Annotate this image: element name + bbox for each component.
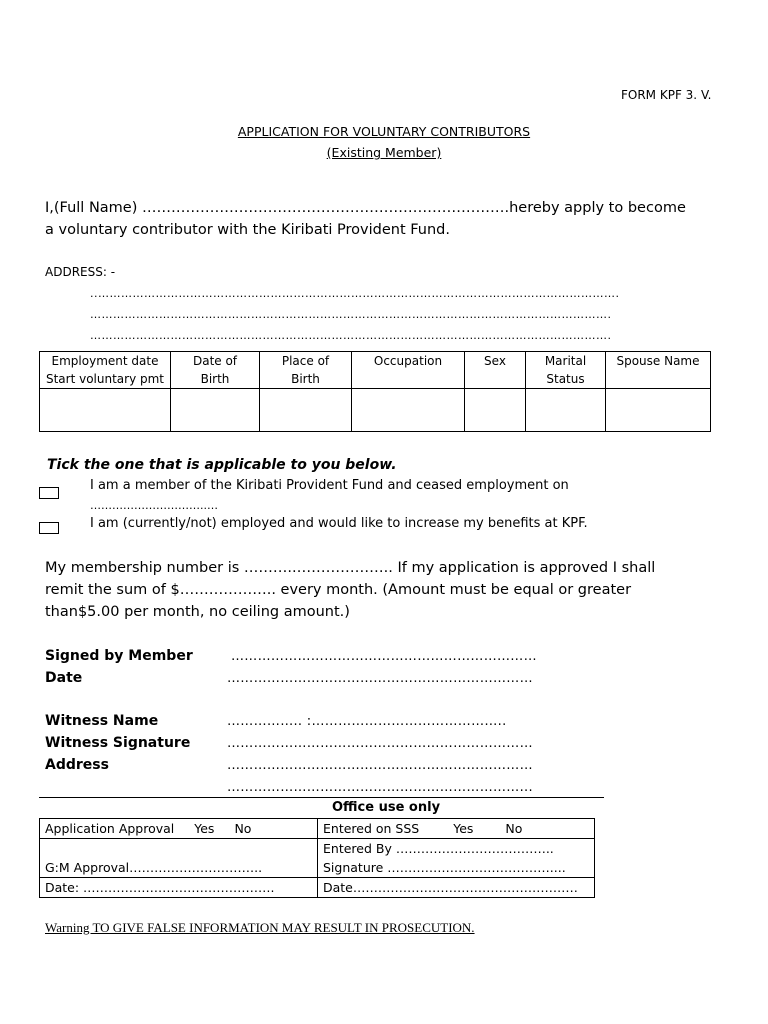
header-text: Birth — [200, 372, 230, 386]
cell-spouse-name[interactable] — [606, 389, 711, 432]
header-text: Spouse Name — [616, 354, 700, 368]
entered-on-sss-label: Entered on SSS — [323, 821, 420, 836]
witness-signature-field[interactable]: …………………………………………………………… — [227, 736, 533, 751]
witness-address-field-1[interactable]: …………………………………………………………… — [227, 758, 533, 773]
entered-on-sss-cell[interactable] — [318, 819, 595, 839]
signature-field[interactable]: Signature ………………………………….... — [323, 860, 566, 875]
membership-line-2[interactable]: remit the sum of $……………….. every month. (Amount must be equal or greater — [45, 582, 632, 598]
header-occupation — [352, 352, 465, 389]
employment-table-row[interactable] — [40, 389, 711, 432]
entered-by-field[interactable]: Entered By ……………………………….. — [323, 841, 554, 856]
declaration-line-1[interactable]: I,(Full Name) ………………………………………………………………….hereby apply to become — [45, 200, 686, 216]
divider — [39, 797, 604, 798]
page-subtitle: (Existing Member) — [326, 145, 442, 160]
header-place-of-birth — [260, 352, 352, 389]
header-text: Date of — [192, 354, 238, 368]
membership-line-3: than$5.00 per month, no ceiling amount.) — [45, 604, 350, 620]
header-text: Start voluntary pmt — [45, 372, 165, 386]
witness-name-label: Witness Name — [45, 713, 159, 729]
gm-approval-cell[interactable] — [40, 839, 318, 878]
sss-yes[interactable]: Yes — [453, 821, 474, 836]
witness-address-label: Address — [45, 757, 109, 773]
date-field[interactable]: …………………………………………………………… — [227, 671, 533, 686]
employment-table-header — [40, 352, 711, 389]
option1-checkbox[interactable] — [39, 487, 59, 499]
header-text: Place of — [281, 354, 330, 368]
cell-date-of-birth[interactable] — [171, 389, 260, 432]
signed-by-member-label: Signed by Member — [45, 648, 193, 664]
header-marital-status — [526, 352, 606, 389]
address-line-2[interactable]: ………………………………………………………………………………………………………………………. — [90, 308, 612, 321]
header-sex — [465, 352, 526, 389]
office-row — [40, 839, 595, 878]
cell-employment-date[interactable] — [40, 389, 171, 432]
cell-marital-status[interactable] — [526, 389, 606, 432]
option2-checkbox[interactable] — [39, 522, 59, 534]
page-title: APPLICATION FOR VOLUNTARY CONTRIBUTORS — [237, 124, 531, 139]
employment-table — [39, 351, 711, 432]
office-use-heading: Office use only — [332, 800, 441, 815]
declaration-line-2: a voluntary contributor with the Kiribati Provident Fund. — [45, 222, 450, 238]
warning-text: Warning TO GIVE FALSE INFORMATION MAY RESULT IN PROSECUTION. — [45, 920, 475, 935]
date-right-cell[interactable] — [318, 878, 595, 898]
cell-place-of-birth[interactable] — [260, 389, 352, 432]
entered-by-cell[interactable] — [318, 839, 595, 878]
address-line-3[interactable]: ………………………………………………………………………………………………………………………. — [90, 329, 612, 342]
office-use-table — [39, 818, 595, 898]
header-text: Marital — [544, 354, 587, 368]
cell-occupation[interactable] — [352, 389, 465, 432]
header-date-of-birth — [171, 352, 260, 389]
header-text: Employment date — [51, 354, 159, 368]
sss-no[interactable]: No — [505, 821, 523, 836]
date-label: Date — [45, 670, 83, 686]
option1-date-field[interactable]: …………………………..… — [90, 499, 218, 512]
approval-yes[interactable]: Yes — [194, 821, 215, 836]
office-row — [40, 819, 595, 839]
office-date-right-field[interactable]: Date……………………………………………… — [323, 880, 578, 895]
option1-label: I am a member of the Kiribati Provident Fund and ceased employment on — [90, 478, 569, 493]
office-row — [40, 878, 595, 898]
header-spouse-name — [606, 352, 711, 389]
witness-address-field-2[interactable]: …………………………………………………………... — [227, 780, 533, 795]
cell-sex[interactable] — [465, 389, 526, 432]
address-label: ADDRESS: - — [45, 265, 116, 279]
approval-no[interactable]: No — [234, 821, 252, 836]
form-code: FORM KPF 3. V. — [621, 88, 712, 102]
witness-name-field[interactable]: …………….. :…………………………………….. — [227, 714, 507, 729]
gm-approval-field[interactable]: G:M Approval………………………….. — [45, 860, 263, 875]
witness-signature-label: Witness Signature — [45, 735, 191, 751]
header-employment-date — [40, 352, 171, 389]
signed-by-member-field[interactable]: …………………………………………………………… — [231, 649, 537, 664]
header-text: Status — [546, 372, 585, 386]
header-text: Occupation — [373, 354, 443, 368]
application-approval-cell[interactable] — [40, 819, 318, 839]
tick-heading: Tick the one that is applicable to you below. — [47, 457, 397, 473]
header-text: Sex — [484, 354, 506, 368]
membership-line-1[interactable]: My membership number is ………..……………….. If my application is approved I shall — [45, 560, 656, 576]
address-line-1[interactable]: ..………………………………………………………………………………………………………………………. — [90, 287, 620, 300]
date-left-cell[interactable] — [40, 878, 318, 898]
application-approval-label: Application Approval — [45, 821, 175, 836]
option2-label: I am (currently/not) employed and would like to increase my benefits at KPF. — [90, 516, 588, 531]
office-date-left-field[interactable]: Date: ………………………………………. — [45, 880, 275, 895]
header-text: Birth — [291, 372, 320, 386]
